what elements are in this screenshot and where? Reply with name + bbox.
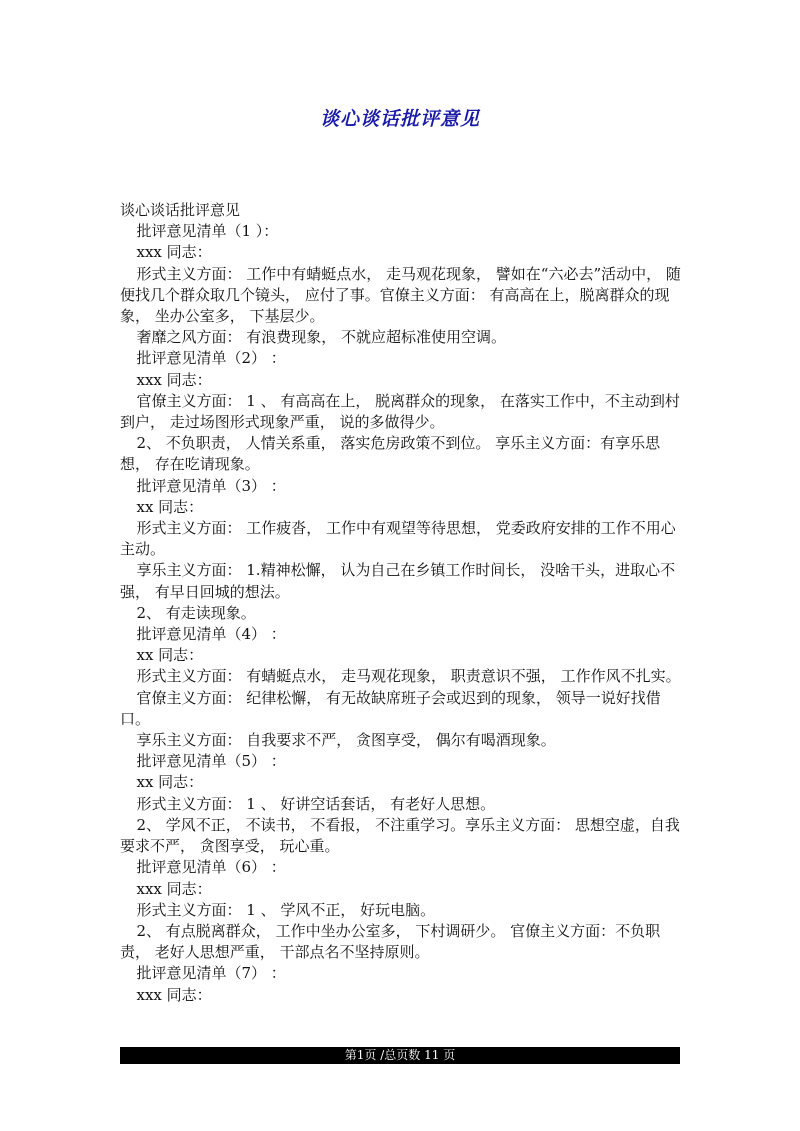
paragraph: 批评意见清单（2） ： [136, 349, 286, 368]
paragraph: 2、 不负职责， 人情关系重， 落实危房政策不到位。 享乐主义方面：有享乐思想， 存在吃请现象。 [120, 434, 661, 474]
paragraph: 批评意见清单（1 ）： [136, 222, 279, 241]
paragraph: 批评意见清单（5） ： [136, 752, 286, 771]
paragraph: 2、 有走读现象。 [136, 603, 256, 622]
paragraph: 谈心谈话批评意见 [120, 201, 241, 219]
paragraph: 官僚主义方面： 纪律松懈， 有无故缺席班子会或迟到的现象， 领导一说好找借口。 [120, 688, 661, 728]
paragraph: 2、 有点脱离群众， 工作中坐办公室多， 下村调研少。 官僚主义方面：不负职责， 老好人思想严重， 干部点名不坚持原则。 [120, 921, 661, 962]
paragraph: xxx 同志： [136, 243, 212, 262]
paragraph: 奢靡之风方面： 有浪费现象， 不就应超标准使用空调。 [136, 328, 507, 347]
paragraph: 批评意见清单（3） ： [136, 476, 286, 495]
paragraph: 形式主义方面： 有蜻蜓点水， 走马观花现象， 职责意识不强， 工作作风不扎实。 [136, 667, 681, 686]
document-title: 谈心谈话批评意见 [319, 108, 480, 130]
paragraph: 形式主义方面： 1 、 好讲空话套话， 有老好人思想。 [136, 794, 496, 813]
paragraph: xx 同志： [136, 773, 204, 792]
paragraph: xxx 同志： [136, 985, 212, 1004]
paragraph: xxx 同志： [136, 879, 212, 898]
paragraph: xx 同志： [136, 646, 204, 665]
page-footer: 第1页 /总页数 11 页 [120, 1047, 680, 1064]
paragraph: 形式主义方面： 工作疲沓， 工作中有观望等待思想， 党委政府安排的工作不用心主动。 [120, 519, 676, 559]
paragraph: 批评意见清单（4） ： [136, 625, 286, 644]
document-body [120, 200, 682, 1006]
paragraph: 2、 学风不正， 不读书， 不看报， 不注重学习。享乐主义方面： 思想空虚，自我要求不严， 贪图享受， 玩心重。 [120, 815, 680, 856]
paragraph: 形式主义方面： 1 、 学风不正， 好玩电脑。 [136, 900, 436, 919]
paragraph: 形式主义方面： 工作中有蜻蜓点水， 走马观花现象， 譬如在“六必去”活动中， 随便找几个群众取几个镜头， 应付了事。官僚主义方面： 有高高在上，脱离群众的现象， 坐办公室多， 下基层少。 [120, 264, 681, 326]
paragraph: 享乐主义方面： 1.精神松懈， 认为自己在乡镇工作时间长， 没啥干头，进取心不强， 有早日回城的想法。 [120, 561, 676, 601]
paragraph: 官僚主义方面： 1 、 有高高在上， 脱离群众的现象， 在落实工作中，不主动到村到户， 走过场图形式现象严重， 说的多做得少。 [120, 391, 680, 432]
paragraph: xxx 同志： [136, 370, 212, 389]
paragraph: xx 同志： [136, 497, 204, 516]
paragraph: 批评意见清单（6） ： [136, 858, 286, 877]
paragraph: 享乐主义方面： 自我要求不严， 贪图享受， 偶尔有喝酒现象。 [136, 731, 556, 750]
paragraph: 批评意见清单（7） ： [136, 964, 286, 983]
